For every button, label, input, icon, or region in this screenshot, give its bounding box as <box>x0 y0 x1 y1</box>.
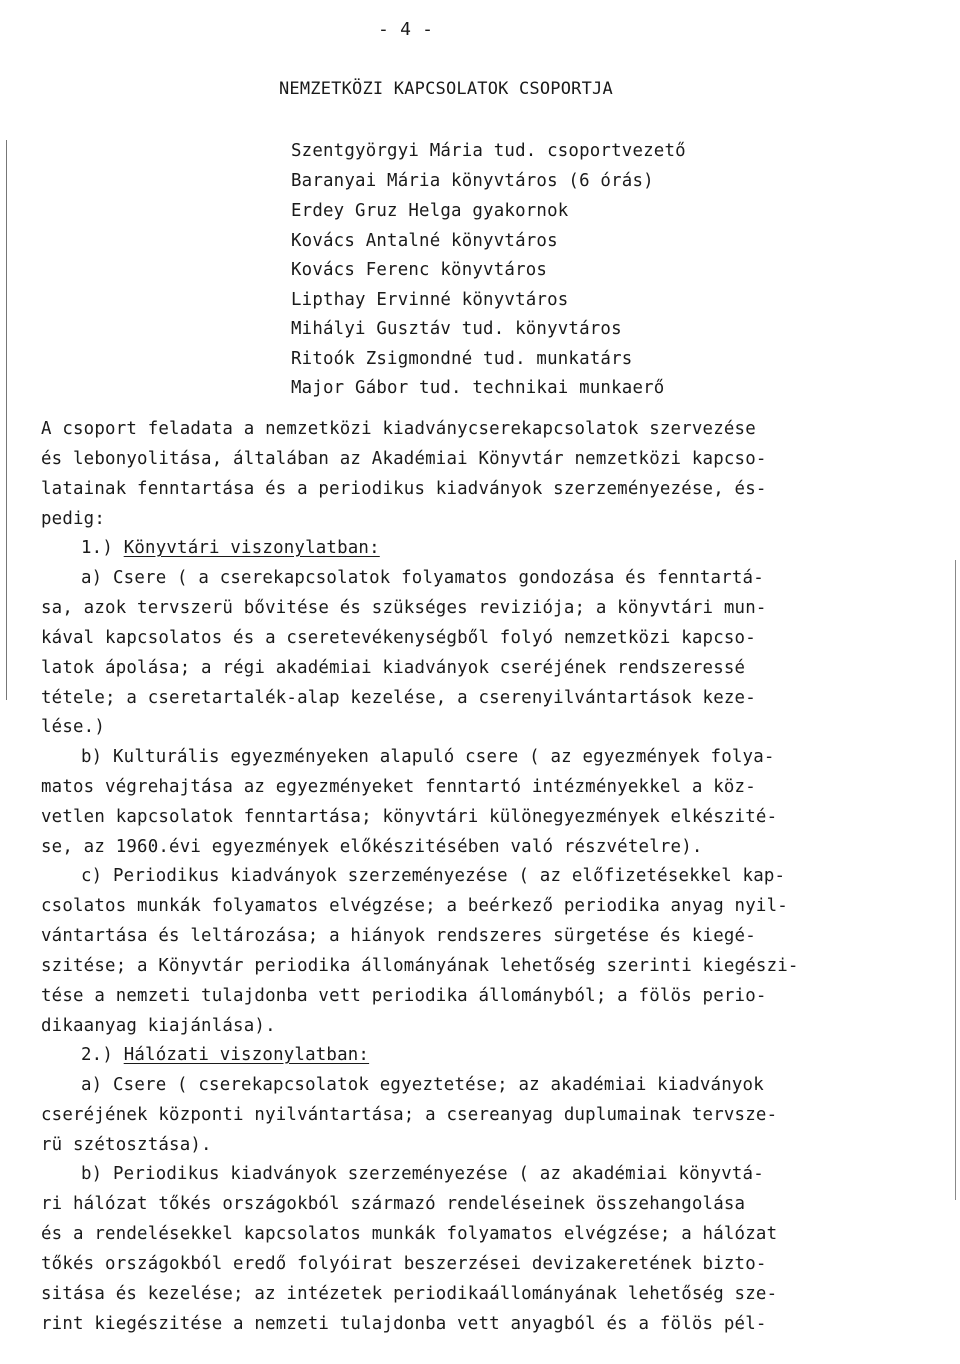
staff-line: Erdey Gruz Helga gyakornok <box>291 201 569 221</box>
section-2-heading <box>81 1044 369 1066</box>
section-1a-line: sa, azok tervszerü bővitése és szükséges reviziója; a könyvtári mun- <box>41 598 767 618</box>
section-1a-line: latok ápolása; a régi akadémiai kiadványok cseréjének rendszeressé <box>41 658 746 678</box>
section-2b-line: b) Periodikus kiadványok szerzeményezése ( az akadémiai könyvtá- <box>81 1164 764 1184</box>
section-1c-line: csolatos munkák folyamatos elvégzése; a beérkező periodika anyag nyil- <box>41 896 788 916</box>
intro-line: és lebonyolitása, általában az Akadémiai Könyvtár nemzetközi kapcso- <box>41 449 767 469</box>
staff-line: Baranyai Mária könyvtáros (6 órás) <box>291 171 654 191</box>
section-2b-line: rint kiegészitése a nemzeti tulajdonba vett anyagból és a fölös pél- <box>41 1314 767 1334</box>
staff-line: Major Gábor tud. technikai munkaerő <box>291 378 665 398</box>
page-number: - 4 - <box>378 19 434 40</box>
section-1b-line: vetlen kapcsolatok fenntartása; könyvtári különegyezmények elkészité- <box>41 807 778 827</box>
staff-line: Kovács Antalné könyvtáros <box>291 231 558 251</box>
staff-line: Mihályi Gusztáv tud. könyvtáros <box>291 319 622 339</box>
section-2b-line: és a rendelésekkel kapcsolatos munkák folyamatos elvégzése; a hálózat <box>41 1224 778 1244</box>
section-2a-line: rü szétosztása). <box>41 1135 212 1155</box>
section-2b-line: ri hálózat tőkés országokból származó rendeléseinek összehangolása <box>41 1194 746 1214</box>
section-2b-line: sitása és kezelése; az intézetek periodikaállományának lehetőség sze- <box>41 1284 778 1304</box>
right-margin-rule <box>955 560 956 1200</box>
section-1a-line: lése.) <box>41 717 106 737</box>
staff-line: Kovács Ferenc könyvtáros <box>291 260 548 280</box>
section-2-heading-text: Hálózati viszonylatban: <box>123 1045 370 1065</box>
intro-line: A csoport feladata a nemzetközi kiadványcserekapcsolatok szervezése <box>41 419 756 439</box>
intro-line: latainak fenntartása és a periodikus kiadványok szerzeményezése, és- <box>41 479 767 499</box>
section-2-number: 2.) <box>81 1045 114 1065</box>
section-2a-line: cseréjének központi nyilvántartása; a csereanyag duplumainak tervsze- <box>41 1105 778 1125</box>
section-2b-line: tőkés országokból eredő folyóirat beszerzései devizakeretének bizto- <box>41 1254 767 1274</box>
section-title: NEMZETKÖZI KAPCSOLATOK CSOPORTJA <box>279 79 613 99</box>
section-1c-line: vántartása és leltározása; a hiányok rendszeres sürgetése és kiegé- <box>41 926 756 946</box>
section-1b-line: matos végrehajtása az egyezményeket fenntartó intézményekkel a köz- <box>41 777 756 797</box>
intro-line: pedig: <box>41 509 106 529</box>
section-1c-line: tése a nemzeti tulajdonba vett periodika állományból; a fölös perio- <box>41 986 767 1006</box>
section-2a-line: a) Csere ( cserekapcsolatok egyeztetése; az akadémiai kiadványok <box>81 1075 764 1095</box>
section-1b-line: se, az 1960.évi egyezmények előkészitésében való részvételre). <box>41 837 703 857</box>
section-1b-line: b) Kulturális egyezményeken alapuló csere ( az egyezmények folya- <box>81 747 775 767</box>
section-1-heading <box>81 537 380 559</box>
section-1-number: 1.) <box>81 538 114 558</box>
section-1c-line: szitése; a Könyvtár periodika állományának lehetőség szerinti kiegészi- <box>41 956 799 976</box>
staff-line: Szentgyörgyi Mária tud. csoportvezető <box>291 141 686 161</box>
section-1-heading-text: Könyvtári viszonylatban: <box>123 538 380 558</box>
section-1a-line: tétele; a cseretartalék-alap kezelése, a cserenyilvántartások keze- <box>41 688 756 708</box>
section-1a-line: kával kapcsolatos és a cseretevékenységből folyó nemzetközi kapcso- <box>41 628 756 648</box>
staff-line: Ritoók Zsigmondné tud. munkatárs <box>291 349 633 369</box>
section-1c-line: c) Periodikus kiadványok szerzeményezése ( az előfizetésekkel kap- <box>81 866 786 886</box>
staff-line: Lipthay Ervinné könyvtáros <box>291 290 569 310</box>
left-margin-rule <box>6 140 7 700</box>
section-1a-line: a) Csere ( a cserekapcsolatok folyamatos gondozása és fenntartá- <box>81 568 764 588</box>
section-1c-line: dikaanyag kiajánlása). <box>41 1016 276 1036</box>
